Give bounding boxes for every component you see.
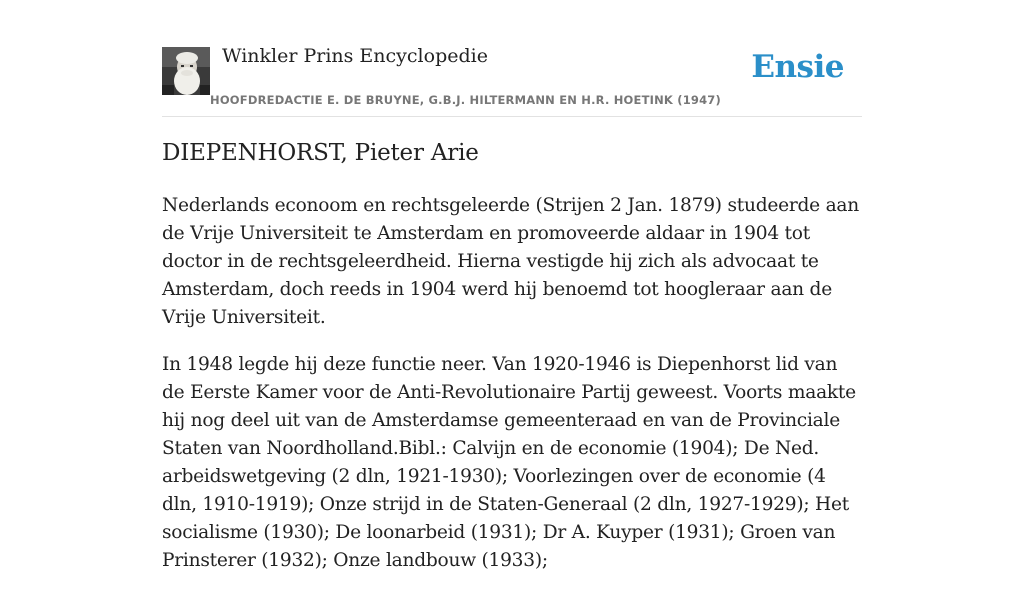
brand-logo[interactable]: Ensie	[751, 49, 844, 85]
bearded-man-portrait-icon	[162, 47, 210, 95]
avatar[interactable]	[162, 47, 210, 95]
article-paragraph: Nederlands econoom en rechtsgeleerde (Strijen 2 Jan. 1879) studeerde aan de Vrije Universiteit te Amsterdam en promoveerde aldaar in 1904 tot doctor in de rechtsgeleerdheid. Hierna vestigde hij zich als advocaat te Amsterdam, doch reeds in 1904 werd hij benoemd tot hoogleraar aan de Vrije Universiteit.	[162, 195, 859, 328]
article-body	[162, 192, 862, 594]
editors-line: HOOFDREDACTIE E. DE BRUYNE, G.B.J. HILTERMANN EN H.R. HOETINK (1947)	[210, 93, 721, 107]
content-column	[162, 0, 862, 571]
site-header	[162, 0, 862, 117]
site-title[interactable]: Winkler Prins Encyclopedie	[222, 45, 488, 67]
article-paragraph: In 1948 legde hij deze functie neer. Van 1920-1946 is Diepenhorst lid van de Eerste Kamer voor de Anti-Revolutionaire Partij geweest. Voorts maakte hij nog deel uit van de Amsterdamse gemeenteraad en van de Provinciale Staten van Noordholland.Bibl.: Calvijn en de economie (1904); De Ned. arbeidswetgeving (2 dln, 1921-1930); Voorlezingen over de economie (4 dln, 1910-1919); Onze strijd in de Staten-Generaal (2 dln, 1927-1929); Het socialisme (1930); De loonarbeid (1931); Dr A. Kuyper (1931); Groen van Prinsterer (1932); Onze landbouw (1933);	[162, 354, 856, 571]
article-title: DIEPENHORST, Pieter Arie	[162, 140, 479, 166]
